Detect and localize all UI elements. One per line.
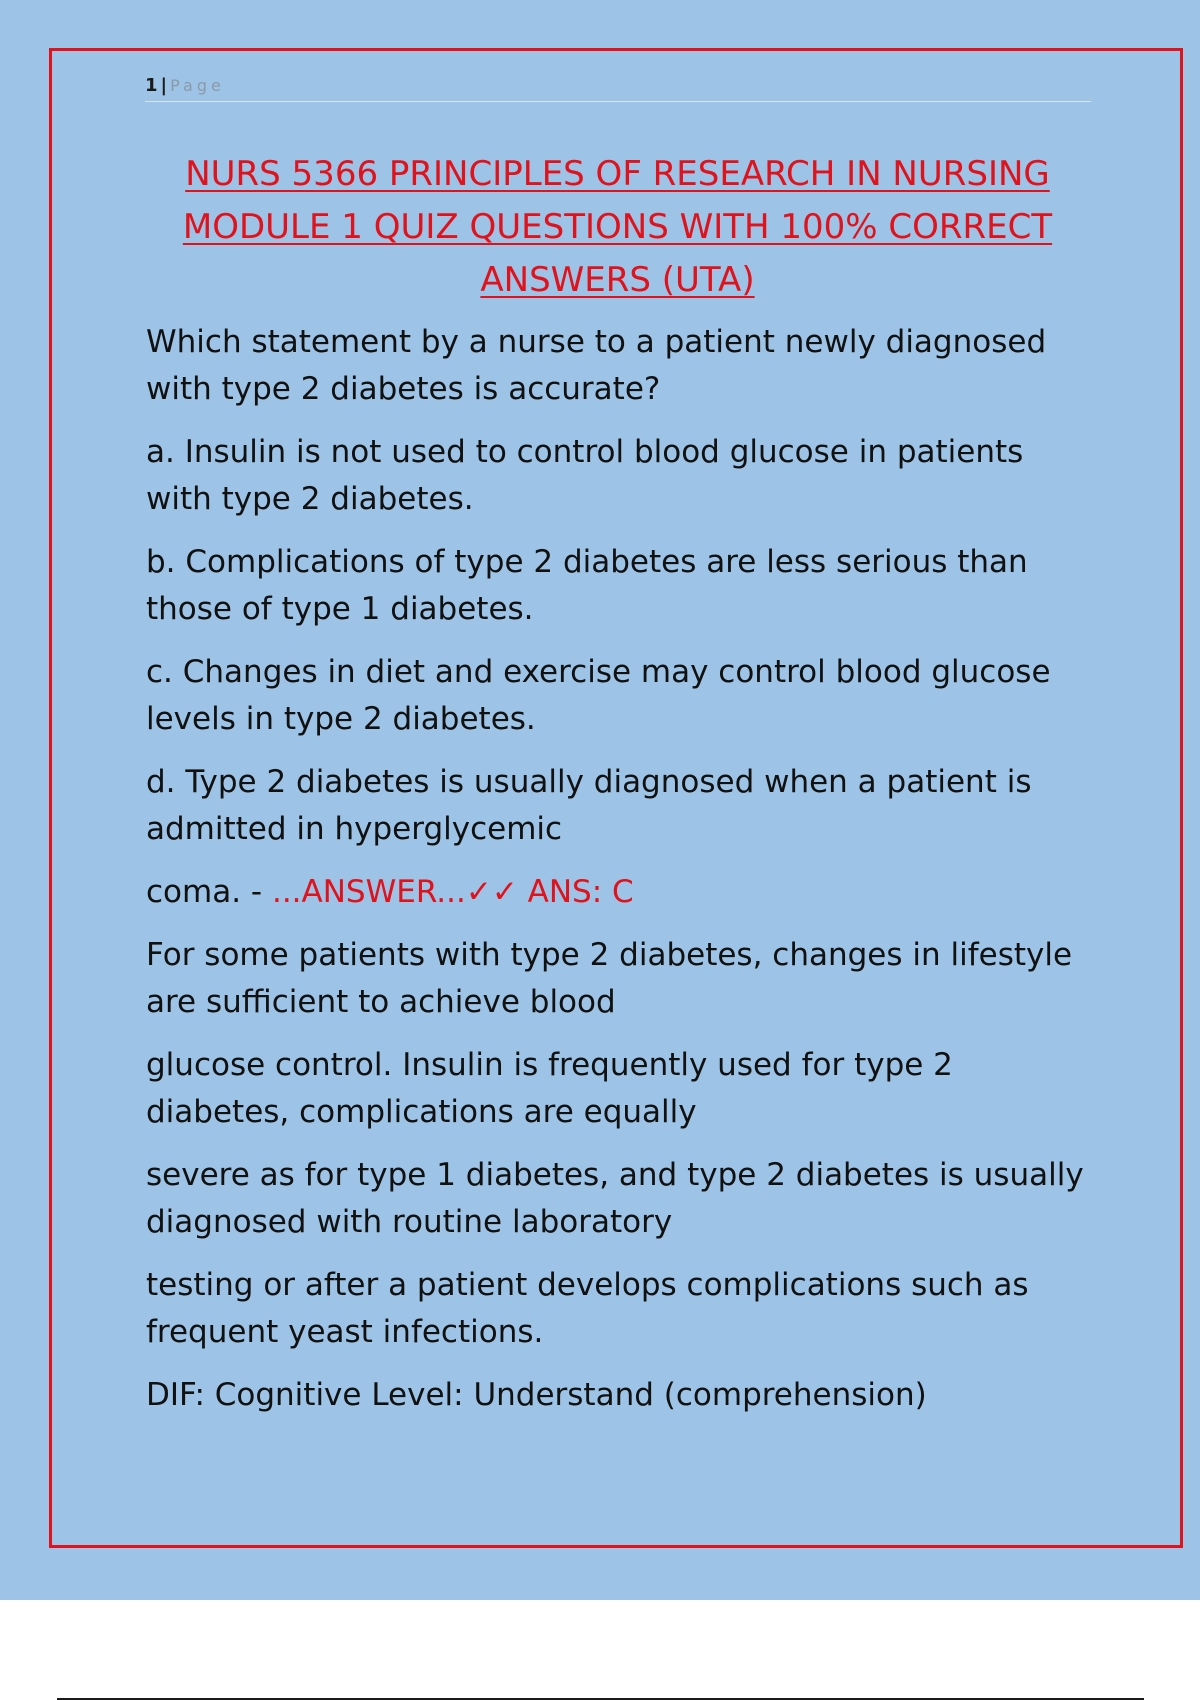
page-label: Page (170, 76, 225, 95)
answer-key: ...ANSWER...✓✓ ANS: C (271, 874, 634, 910)
option-a: a. Insulin is not used to control blood glucose in patients with type 2 diabetes. (146, 434, 1024, 517)
option-b: b. Complications of type 2 diabetes are less serious than those of type 1 diabetes. (146, 544, 1028, 627)
answer-line (146, 869, 1091, 916)
option-d: d. Type 2 diabetes is usually diagnosed when a patient is admitted in hyperglycemic (146, 764, 1032, 847)
rationale-paragraph: severe as for type 1 diabetes, and type 2 diabetes is usually diagnosed with routine laboratory (146, 1157, 1084, 1240)
document-body (146, 319, 1091, 1435)
difficulty-level: DIF: Cognitive Level: Understand (comprehension) (146, 1377, 927, 1413)
page-number: 1 (145, 75, 158, 96)
question-stem: Which statement by a nurse to a patient newly diagnosed with type 2 diabetes is accurate? (146, 324, 1047, 407)
document-title: NURS 5366 PRINCIPLES OF RESEARCH IN NURSING MODULE 1 QUIZ QUESTIONS WITH 100% CORRECT ANSWERS (UTA) (182, 154, 1053, 300)
rationale-paragraph: testing or after a patient develops complications such as frequent yeast infections. (146, 1267, 1029, 1350)
page-header (145, 74, 1091, 102)
rationale-paragraph: glucose control. Insulin is frequently used for type 2 diabetes, complications are equally (146, 1047, 953, 1130)
option-d-continuation: coma. - (146, 874, 263, 910)
option-c: c. Changes in diet and exercise may control blood glucose levels in type 2 diabetes. (146, 654, 1051, 737)
page-separator: | (160, 75, 168, 96)
rationale-paragraph: For some patients with type 2 diabetes, changes in lifestyle are sufficient to achieve blood (146, 937, 1073, 1020)
